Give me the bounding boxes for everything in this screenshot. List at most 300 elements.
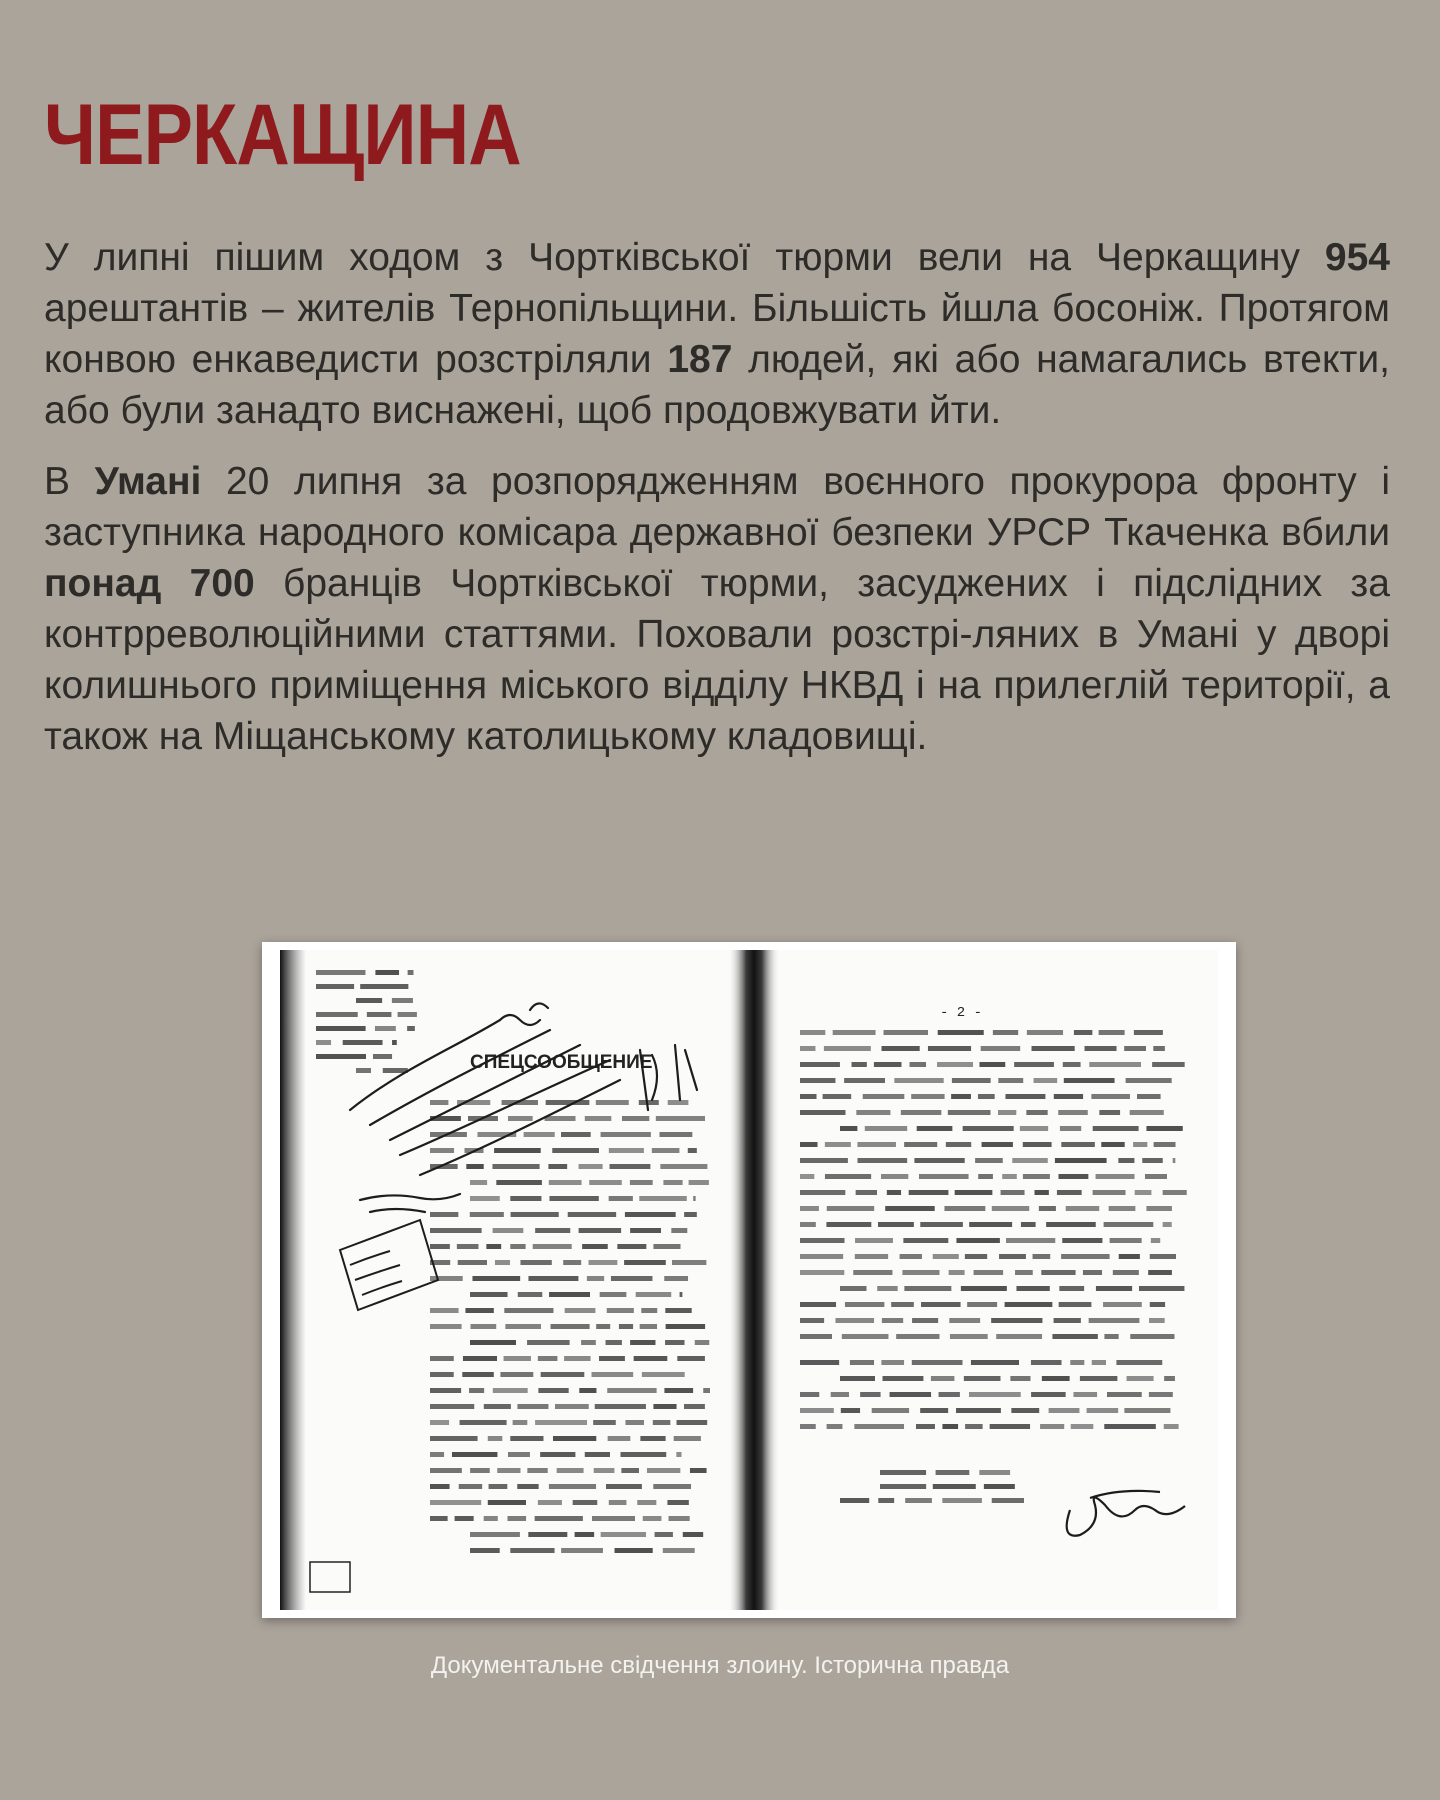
typed-word (535, 1420, 587, 1425)
typed-word (912, 1318, 938, 1323)
typed-word (1124, 1046, 1146, 1051)
typed-word (1021, 1222, 1036, 1227)
typed-word (316, 1012, 358, 1017)
typed-word (842, 1334, 889, 1339)
typed-word (911, 1094, 944, 1099)
typed-word (1005, 1094, 1045, 1099)
typed-word (520, 1260, 551, 1265)
typed-word (356, 1068, 371, 1073)
typed-word (872, 1408, 909, 1413)
typed-word (1163, 1190, 1187, 1195)
typed-word (833, 1030, 876, 1035)
typed-word (683, 1532, 703, 1537)
typed-word (430, 1372, 454, 1377)
typed-word (800, 1318, 824, 1323)
typed-word (607, 1308, 634, 1313)
typed-word (912, 1360, 963, 1365)
typed-word (455, 1516, 474, 1521)
typed-word (655, 1532, 673, 1537)
document-scan-drawing (280, 950, 1218, 1610)
typed-word (589, 1180, 622, 1185)
typed-word (549, 1292, 590, 1297)
typed-word (978, 1174, 993, 1179)
typed-word (1071, 1424, 1094, 1429)
typed-word (904, 1142, 937, 1147)
typed-word (1104, 1222, 1154, 1227)
typed-word (993, 1030, 1018, 1035)
body-text: У липні пішим ходом з Чортківської тюрми вели на Черкащину (44, 236, 1325, 279)
typed-word (677, 1356, 705, 1361)
typed-word (316, 1026, 366, 1031)
typed-word (857, 1142, 896, 1147)
typed-word (579, 1388, 596, 1393)
typed-word (430, 1500, 481, 1505)
typed-word (510, 1244, 525, 1249)
typed-word (1027, 1030, 1063, 1035)
typed-word (430, 1228, 482, 1233)
typed-word (640, 1324, 657, 1329)
typed-word (951, 1094, 971, 1099)
typed-word (568, 1212, 616, 1217)
typed-word (541, 1372, 585, 1377)
typed-word (652, 1148, 680, 1153)
typed-word (676, 1452, 681, 1457)
typed-word (684, 1212, 697, 1217)
typed-word (1016, 1286, 1049, 1291)
typed-word (668, 1100, 689, 1105)
typed-word (430, 1212, 458, 1217)
typed-word (853, 1270, 892, 1275)
typed-word (882, 1318, 903, 1323)
typed-word (1124, 1408, 1170, 1413)
typed-word (545, 1116, 576, 1121)
typed-word (579, 1164, 603, 1169)
typed-word (1061, 1254, 1109, 1259)
typed-word (998, 1078, 1023, 1083)
typed-word (671, 1228, 687, 1233)
typed-word (470, 1340, 516, 1345)
typed-word (800, 1110, 845, 1115)
typed-word (430, 1100, 448, 1105)
typed-word (610, 1164, 651, 1169)
typed-word (494, 1148, 541, 1153)
typed-word (548, 1164, 567, 1169)
typed-word (916, 1424, 935, 1429)
typed-word (800, 1424, 816, 1429)
typed-word (493, 1228, 524, 1233)
typed-word (457, 1244, 479, 1249)
typed-word (430, 1324, 462, 1329)
typed-word (1080, 1376, 1117, 1381)
typed-word (463, 1356, 497, 1361)
typed-word (1151, 1238, 1160, 1243)
typed-word (1015, 1270, 1033, 1275)
typed-word (517, 1484, 538, 1489)
typed-word (840, 1126, 857, 1131)
typed-word (609, 1148, 644, 1153)
typed-word (1096, 1286, 1132, 1291)
typed-word (800, 1174, 814, 1179)
typed-word (489, 1484, 508, 1489)
typed-word (1149, 1392, 1173, 1397)
typed-word (990, 1424, 1030, 1429)
typed-word (587, 1276, 604, 1281)
typed-word (965, 1254, 987, 1259)
typed-word (563, 1260, 581, 1265)
typed-word (1012, 1158, 1047, 1163)
typed-word (921, 1302, 961, 1307)
typed-word (1118, 1158, 1134, 1163)
typed-word (356, 998, 382, 1003)
typed-word (800, 1360, 839, 1365)
typed-word (956, 1238, 999, 1243)
typed-word (533, 1244, 572, 1249)
typed-word (430, 1308, 459, 1313)
typed-word (880, 1470, 926, 1475)
typed-word (914, 1158, 964, 1163)
typed-word (497, 1468, 520, 1473)
typed-word (800, 1238, 845, 1243)
typed-word (641, 1308, 657, 1313)
typed-word (1150, 1302, 1165, 1307)
typed-word (1096, 1174, 1135, 1179)
typed-word (835, 1318, 874, 1323)
typed-word (800, 1062, 840, 1067)
typed-word (969, 1392, 1021, 1397)
typed-word (1039, 1206, 1056, 1211)
typed-word (1055, 1158, 1107, 1163)
typed-word (999, 1254, 1026, 1259)
typed-word (1020, 1126, 1048, 1131)
typed-word (508, 1516, 527, 1521)
typed-word (928, 1046, 971, 1051)
typed-word (1034, 1190, 1048, 1195)
typed-word (800, 1408, 834, 1413)
body-text: арештантів – жителів Тернопільщини. Більшість йшла босоніж. Протягом конвою енкаведисти розстріляли (44, 287, 1390, 381)
typed-word (991, 1318, 1042, 1323)
typed-word (896, 1334, 939, 1339)
typed-word (1145, 1174, 1167, 1179)
typed-word (800, 1030, 825, 1035)
typed-word (937, 1062, 973, 1067)
typed-word (1119, 1254, 1140, 1259)
typed-word (1064, 1078, 1115, 1083)
typed-word (667, 1500, 688, 1505)
typed-word (800, 1270, 844, 1275)
typed-word (1107, 1392, 1142, 1397)
typed-word (949, 1270, 965, 1275)
typed-word (1002, 1174, 1017, 1179)
typed-word (1060, 1126, 1081, 1131)
typed-word (920, 1222, 963, 1227)
typed-word (504, 1308, 553, 1313)
typed-word (931, 1376, 955, 1381)
typed-word (887, 1190, 901, 1195)
typed-word (998, 1110, 1016, 1115)
typed-word (606, 1484, 642, 1489)
typed-word (663, 1180, 682, 1185)
typed-word (518, 1292, 543, 1297)
paragraph-1 (44, 232, 1390, 436)
typed-word (1059, 1302, 1092, 1307)
typed-word (1149, 1318, 1165, 1323)
typed-word (664, 1276, 688, 1281)
typed-word (375, 970, 399, 975)
typed-word (375, 1026, 396, 1031)
typed-word (660, 1164, 707, 1169)
typed-word (883, 1376, 924, 1381)
typed-word (800, 1046, 815, 1051)
typed-word (643, 1516, 662, 1521)
typed-word (1054, 1094, 1083, 1099)
typed-word (617, 1244, 646, 1249)
typed-word (944, 1206, 985, 1211)
typed-word (470, 1196, 500, 1201)
typed-word (1032, 1046, 1075, 1051)
typed-word (800, 1142, 818, 1147)
typed-word (360, 984, 408, 989)
typed-word (1134, 1030, 1163, 1035)
typed-word (656, 1116, 705, 1121)
typed-word (664, 1388, 693, 1393)
typed-word (462, 1372, 493, 1377)
typed-word (950, 1334, 988, 1339)
typed-word (1089, 1318, 1140, 1323)
document-heading: СПЕЦСООБЩЕНИЕ (470, 1052, 653, 1073)
typed-word (408, 970, 414, 975)
typed-word (585, 1116, 612, 1121)
typed-word (634, 1356, 668, 1361)
typed-word (942, 1498, 982, 1503)
typed-word (920, 1408, 948, 1413)
typed-word (615, 1548, 653, 1553)
typed-word (1164, 1376, 1175, 1381)
typed-word (963, 1126, 1014, 1131)
typed-word (1127, 1376, 1154, 1381)
typed-word (703, 1388, 710, 1393)
typed-word (1109, 1206, 1136, 1211)
typed-word (878, 1498, 894, 1503)
typed-word (881, 1046, 919, 1051)
typed-word (593, 1420, 616, 1425)
typed-word (1066, 1206, 1100, 1211)
typed-word (493, 1388, 528, 1393)
typed-word (1031, 1360, 1062, 1365)
typed-word (880, 1484, 926, 1489)
typed-word (640, 1436, 665, 1441)
page-title: ЧЕРКАЩИНА (44, 87, 521, 183)
typed-word (510, 1436, 543, 1441)
typed-word (316, 984, 354, 989)
typed-word (595, 1404, 646, 1409)
typed-word (596, 1324, 610, 1329)
typed-word (392, 998, 413, 1003)
typed-word (844, 1078, 885, 1083)
typed-word (592, 1516, 635, 1521)
typed-word (856, 1110, 890, 1115)
typed-word (1152, 1062, 1185, 1067)
typed-word (695, 1340, 710, 1345)
typed-word (611, 1276, 653, 1281)
typed-word (430, 1404, 474, 1409)
typed-word (825, 1142, 851, 1147)
typed-word (845, 1302, 884, 1307)
typed-word (850, 1360, 874, 1365)
typed-word (840, 1286, 867, 1291)
typed-word (1014, 1062, 1054, 1067)
typed-word (452, 1452, 497, 1457)
typed-word (619, 1324, 633, 1329)
typed-word (1116, 1360, 1162, 1365)
typed-word (1023, 1142, 1052, 1147)
typed-word (981, 1046, 1021, 1051)
typed-word (642, 1372, 685, 1377)
typed-word (948, 1110, 991, 1115)
typed-word (430, 1436, 478, 1441)
typed-word (824, 1046, 871, 1051)
typed-word (800, 1206, 819, 1211)
typed-word (1146, 1206, 1171, 1211)
typed-word (800, 1392, 819, 1397)
paragraph-2 (44, 456, 1390, 762)
body-text: бранців Чортківської тюрми, засуджених і підслідних за контрреволюційними статтями. Поховали розстрі-ляних в Умані у дворі колишнього приміщення міського відділу НКВД і на прилеглій території, а також на Міщанському католицькому кладовищі. (44, 562, 1390, 758)
typed-word (528, 1532, 567, 1537)
body-text: людей, які або намагались втекти, або були занадто виснажені, щоб продовжувати йти. (44, 338, 1390, 432)
typed-word (979, 1470, 1010, 1475)
typed-word (881, 1360, 904, 1365)
typed-word (1046, 1222, 1096, 1227)
typed-word (407, 1026, 415, 1031)
typed-word (827, 1206, 874, 1211)
typed-word (982, 1142, 1013, 1147)
typed-word (555, 1404, 589, 1409)
typed-word (1146, 1126, 1182, 1131)
typed-word (956, 1408, 1001, 1413)
typed-word (909, 1190, 949, 1195)
typed-word (430, 1356, 454, 1361)
typed-word (538, 1500, 562, 1505)
typed-word (592, 1372, 634, 1377)
typed-word (840, 1376, 875, 1381)
typed-word (1005, 1302, 1053, 1307)
typed-word (316, 1054, 366, 1059)
typed-word (800, 1190, 845, 1195)
typed-word (528, 1276, 578, 1281)
typed-word (609, 1196, 633, 1201)
typed-word (1164, 1424, 1179, 1429)
typed-word (865, 1126, 907, 1131)
typed-word (639, 1100, 659, 1105)
typed-word (885, 1206, 934, 1211)
typed-word (1040, 1424, 1064, 1429)
typed-word (1135, 1190, 1152, 1195)
typed-word (826, 1222, 871, 1227)
typed-word (890, 1392, 932, 1397)
typed-word (470, 1292, 508, 1297)
typed-word (1110, 1238, 1142, 1243)
typed-word (607, 1388, 656, 1393)
typed-word (488, 1500, 526, 1505)
typed-word (800, 1222, 816, 1227)
typed-word (1173, 1158, 1176, 1163)
typed-word (942, 1424, 958, 1429)
typed-word (504, 1356, 531, 1361)
typed-word (549, 1196, 598, 1201)
typed-word (609, 1500, 627, 1505)
typed-word (800, 1334, 832, 1339)
typed-word (1041, 1270, 1075, 1275)
typed-word (582, 1244, 608, 1249)
typed-word (1063, 1062, 1081, 1067)
typed-word (800, 1254, 843, 1259)
typed-word (840, 1498, 869, 1503)
typed-word (540, 1452, 575, 1457)
typed-word (1104, 1424, 1156, 1429)
typed-word (594, 1468, 615, 1473)
typed-word (1011, 1408, 1039, 1413)
typed-word (620, 1452, 666, 1457)
typed-word (1054, 1318, 1081, 1323)
typed-word (1058, 1110, 1088, 1115)
typed-word (472, 1276, 520, 1281)
typed-word (601, 1532, 646, 1537)
typed-word (1142, 1158, 1162, 1163)
typed-word (1113, 1270, 1139, 1275)
typed-word (639, 1196, 686, 1201)
typed-word (575, 1532, 595, 1537)
typed-word (484, 1404, 511, 1409)
body-text: 20 липня за розпорядженням воєнного прокурора фронту і заступника народного комісара державної безпеки УРСР Ткаченка вбили (44, 460, 1390, 554)
typed-word (684, 1404, 705, 1409)
typed-word (1058, 1174, 1088, 1179)
typed-word (917, 1126, 953, 1131)
typed-word (855, 1238, 893, 1243)
typed-word (1126, 1078, 1172, 1083)
typed-word (343, 1040, 383, 1045)
typed-word (488, 1436, 503, 1441)
typed-word (1087, 1408, 1119, 1413)
typed-word (430, 1468, 462, 1473)
emphasis-text: 187 (667, 338, 733, 381)
typed-word (978, 1094, 995, 1099)
typed-word (955, 1190, 993, 1195)
typed-word (854, 1424, 904, 1429)
typed-word (398, 1012, 417, 1017)
typed-word (630, 1180, 653, 1185)
typed-word (902, 1270, 939, 1275)
typed-word (596, 1100, 629, 1105)
typed-word (975, 1158, 1003, 1163)
typed-word (430, 1420, 449, 1425)
typed-word (878, 1222, 914, 1227)
typed-word (933, 1254, 959, 1259)
body-text: В (44, 460, 95, 503)
page-edge-shadow (280, 950, 306, 1610)
typed-word (469, 1388, 484, 1393)
typed-word (392, 1040, 397, 1045)
typed-word (901, 1110, 942, 1115)
typed-word (653, 1420, 671, 1425)
typed-word (946, 1142, 971, 1147)
typed-word (625, 1212, 676, 1217)
typed-word (1130, 1110, 1164, 1115)
typed-word (511, 1212, 559, 1217)
typed-word (877, 1286, 897, 1291)
typed-word (1093, 1126, 1139, 1131)
typed-word (1059, 1286, 1084, 1291)
typed-word (1052, 1334, 1097, 1339)
book-spine-shadow (728, 950, 780, 1610)
